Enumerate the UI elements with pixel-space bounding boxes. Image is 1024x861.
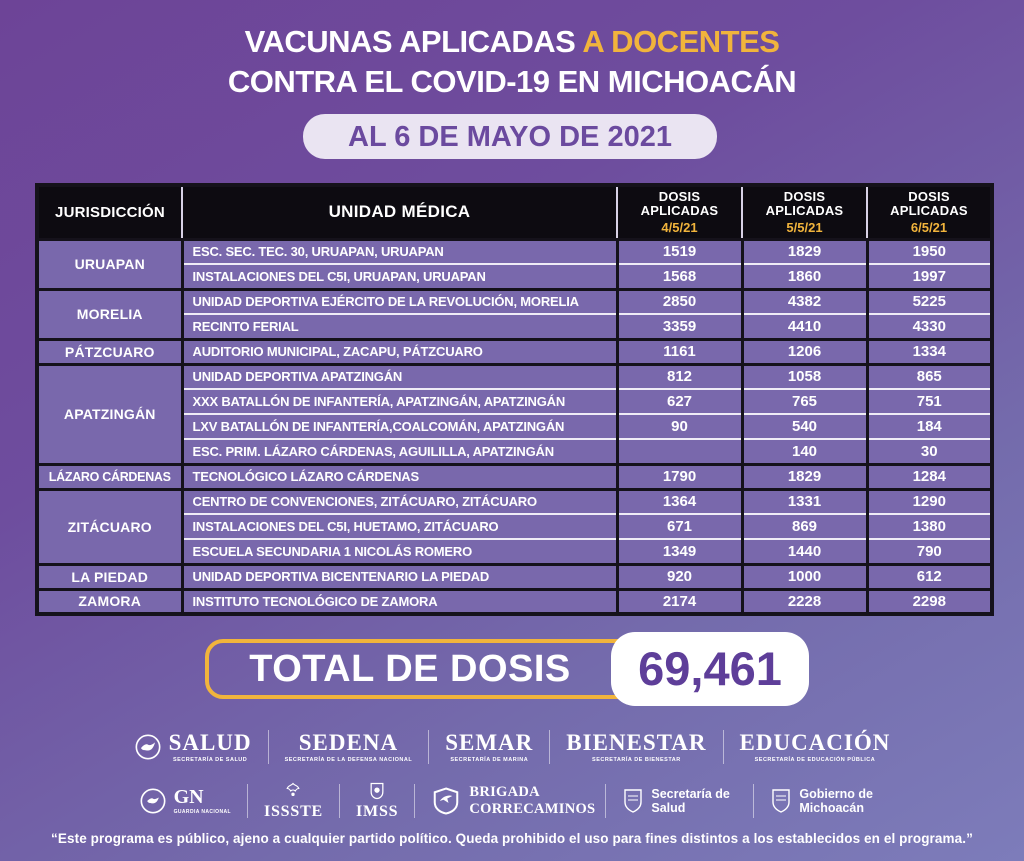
col-header-unidad-medica: UNIDAD MÉDICA bbox=[182, 185, 617, 239]
unit-cell: CENTRO DE CONVENCIONES, ZITÁCUARO, ZITÁCUARO bbox=[182, 489, 617, 514]
dose-cell: 790 bbox=[867, 539, 992, 564]
table-row bbox=[37, 564, 992, 589]
page-title-line2: CONTRA EL COVID-19 EN MICHOACÁN bbox=[227, 64, 797, 99]
dose-cell: 1161 bbox=[617, 339, 742, 364]
dose-cell: 1206 bbox=[742, 339, 867, 364]
jurisdiction-cell: MORELIA bbox=[37, 289, 182, 339]
table-header-row bbox=[37, 185, 992, 239]
dose-cell: 765 bbox=[742, 389, 867, 414]
dose-cell: 865 bbox=[867, 364, 992, 389]
table-row bbox=[37, 589, 992, 614]
logo-name: Secretaría de Salud bbox=[651, 786, 730, 815]
dose-cell: 90 bbox=[617, 414, 742, 439]
logo-imss bbox=[340, 781, 414, 821]
logo-name: EDUCACIÓN bbox=[739, 730, 891, 755]
gn-seal-icon bbox=[139, 787, 167, 815]
logo-semar bbox=[429, 731, 549, 763]
brigada-correcaminos-shield-icon bbox=[431, 786, 461, 816]
unit-cell: RECINTO FERIAL bbox=[182, 314, 617, 339]
logo-name: IMSS bbox=[356, 803, 399, 820]
dose-cell: 1290 bbox=[867, 489, 992, 514]
logo-issste bbox=[248, 781, 339, 821]
federal-logos-row bbox=[0, 722, 1024, 772]
logo-name: SALUD bbox=[168, 730, 252, 755]
dose-cell: 4330 bbox=[867, 314, 992, 339]
dose-date-3: 6/5/21 bbox=[910, 219, 948, 235]
logo-subtitle: SECRETARÍA DE BIENESTAR bbox=[592, 757, 681, 763]
logo-gn bbox=[123, 787, 247, 815]
unit-cell: INSTALACIONES DEL C5I, HUETAMO, ZITÁCUARO bbox=[182, 514, 617, 539]
jurisdiction-cell: PÁTZCUARO bbox=[37, 339, 182, 364]
dose-cell: 5225 bbox=[867, 289, 992, 314]
date-badge: AL 6 DE MAYO DE 2021 bbox=[303, 114, 717, 159]
logo-name: SEMAR bbox=[445, 730, 534, 755]
table-row bbox=[37, 489, 992, 514]
logo-subtitle: SECRETARÍA DE SALUD bbox=[172, 757, 248, 763]
dose-cell: 751 bbox=[867, 389, 992, 414]
logo-name: BIENESTAR bbox=[566, 730, 707, 755]
dose-cell: 627 bbox=[617, 389, 742, 414]
unit-cell: INSTALACIONES DEL C5I, URUAPAN, URUAPAN bbox=[182, 264, 617, 289]
dose-cell: 1829 bbox=[742, 464, 867, 489]
table-row bbox=[37, 464, 992, 489]
dose-cell: 812 bbox=[617, 364, 742, 389]
michoacan-crest-icon bbox=[770, 788, 792, 814]
dose-cell: 1380 bbox=[867, 514, 992, 539]
unit-cell: ESC. PRIM. LÁZARO CÁRDENAS, AGUILILLA, APATZINGÁN bbox=[182, 439, 617, 464]
logo-brigada-correcaminos bbox=[415, 784, 605, 817]
col-header-jurisdiccion: JURISDICCIÓN bbox=[37, 185, 182, 239]
dose-cell: 1284 bbox=[867, 464, 992, 489]
jurisdiction-cell: LA PIEDAD bbox=[37, 564, 182, 589]
table-row bbox=[37, 364, 992, 389]
logo-name: ISSSTE bbox=[263, 803, 324, 820]
col-header-dosis-2: DOSIS APLICADAS 5/5/21 bbox=[742, 185, 867, 239]
dose-cell: 920 bbox=[617, 564, 742, 589]
title-white: VACUNAS APLICADAS bbox=[244, 24, 576, 59]
dose-cell: 1331 bbox=[742, 489, 867, 514]
dose-cell: 2298 bbox=[867, 589, 992, 614]
jurisdiction-cell: APATZINGÁN bbox=[37, 364, 182, 464]
dose-cell: 184 bbox=[867, 414, 992, 439]
unit-cell: INSTITUTO TECNOLÓGICO DE ZAMORA bbox=[182, 589, 617, 614]
dose-date-1: 4/5/21 bbox=[661, 219, 698, 235]
dose-cell: 2850 bbox=[617, 289, 742, 314]
logo-subtitle: GUARDIA NACIONAL bbox=[173, 809, 231, 815]
jurisdiction-cell: ZITÁCUARO bbox=[37, 489, 182, 564]
dose-cell: 540 bbox=[742, 414, 867, 439]
unit-cell: ESCUELA SECUNDARIA 1 NICOLÁS ROMERO bbox=[182, 539, 617, 564]
table-row bbox=[37, 339, 992, 364]
dose-cell: 1519 bbox=[617, 239, 742, 264]
col-header-dosis-3: DOSIS APLICADAS 6/5/21 bbox=[867, 185, 992, 239]
logo-salud bbox=[118, 731, 268, 763]
unit-cell: TECNOLÓGICO LÁZARO CÁRDENAS bbox=[182, 464, 617, 489]
unit-cell: AUDITORIO MUNICIPAL, ZACAPU, PÁTZCUARO bbox=[182, 339, 617, 364]
title-accent: A DOCENTES bbox=[582, 24, 780, 59]
dose-cell: 140 bbox=[742, 439, 867, 464]
unit-cell: UNIDAD DEPORTIVA EJÉRCITO DE LA REVOLUCIÓN, MORELIA bbox=[182, 289, 617, 314]
total-section bbox=[205, 632, 809, 706]
dose-cell: 2174 bbox=[617, 589, 742, 614]
doses-table bbox=[35, 183, 994, 616]
dose-date-2: 5/5/21 bbox=[786, 219, 823, 235]
dose-cell: 1790 bbox=[617, 464, 742, 489]
dose-cell: 671 bbox=[617, 514, 742, 539]
unit-cell: ESC. SEC. TEC. 30, URUAPAN, URUAPAN bbox=[182, 239, 617, 264]
imss-eagle-icon bbox=[367, 781, 387, 801]
issste-emblem-icon bbox=[283, 781, 303, 801]
logo-name: GN bbox=[173, 786, 204, 808]
dose-cell bbox=[617, 439, 742, 464]
logo-secretaria-salud-michoacan bbox=[606, 787, 753, 816]
dose-cell: 2228 bbox=[742, 589, 867, 614]
logo-educacion bbox=[724, 731, 907, 763]
dose-cell: 869 bbox=[742, 514, 867, 539]
dose-cell: 3359 bbox=[617, 314, 742, 339]
jurisdiction-cell: LÁZARO CÁRDENAS bbox=[37, 464, 182, 489]
logo-subtitle: SECRETARÍA DE LA DEFENSA NACIONAL bbox=[284, 757, 413, 763]
dose-cell: 1860 bbox=[742, 264, 867, 289]
dose-cell: 1950 bbox=[867, 239, 992, 264]
logo-bienestar bbox=[550, 731, 722, 763]
total-value: 69,461 bbox=[611, 632, 809, 706]
dose-cell: 1334 bbox=[867, 339, 992, 364]
dose-cell: 1568 bbox=[617, 264, 742, 289]
dose-cell: 30 bbox=[867, 439, 992, 464]
dose-cell: 612 bbox=[867, 564, 992, 589]
unit-cell: XXX BATALLÓN DE INFANTERÍA, APATZINGÁN, APATZINGÁN bbox=[182, 389, 617, 414]
dose-cell: 1829 bbox=[742, 239, 867, 264]
logo-name: BRIGADA CORRECAMINOS bbox=[469, 784, 596, 817]
logo-name: SEDENA bbox=[298, 730, 399, 755]
table-row bbox=[37, 289, 992, 314]
michoacan-crest-icon bbox=[622, 788, 644, 814]
jurisdiction-cell: ZAMORA bbox=[37, 589, 182, 614]
dose-cell: 4382 bbox=[742, 289, 867, 314]
unit-cell: LXV BATALLÓN DE INFANTERÍA,COALCOMÁN, APATZINGÁN bbox=[182, 414, 617, 439]
dose-cell: 1440 bbox=[742, 539, 867, 564]
dose-cell: 1997 bbox=[867, 264, 992, 289]
dose-cell: 1000 bbox=[742, 564, 867, 589]
total-label: TOTAL DE DOSIS bbox=[249, 648, 571, 690]
col-header-dosis-1: DOSIS APLICADAS 4/5/21 bbox=[617, 185, 742, 239]
jurisdiction-cell: URUAPAN bbox=[37, 239, 182, 289]
table-row bbox=[37, 239, 992, 264]
program-disclaimer: “Este programa es público, ajeno a cualquier partido político. Queda prohibido el uso para fines distintos a los establecidos en el programa.” bbox=[51, 831, 973, 846]
logo-sedena bbox=[269, 731, 429, 763]
unit-cell: UNIDAD DEPORTIVA APATZINGÁN bbox=[182, 364, 617, 389]
logo-name: Gobierno de Michoacán bbox=[799, 786, 873, 815]
logo-subtitle: SECRETARÍA DE EDUCACIÓN PÚBLICA bbox=[754, 757, 876, 763]
dose-cell: 1058 bbox=[742, 364, 867, 389]
unit-cell: UNIDAD DEPORTIVA BICENTENARIO LA PIEDAD bbox=[182, 564, 617, 589]
logo-subtitle: SECRETARÍA DE MARINA bbox=[450, 757, 529, 763]
page-title-line1 bbox=[0, 24, 1024, 60]
dose-cell: 1364 bbox=[617, 489, 742, 514]
institution-logos-row bbox=[0, 776, 1024, 826]
logo-gobierno-michoacan bbox=[754, 787, 901, 816]
dose-cell: 4410 bbox=[742, 314, 867, 339]
dose-cell: 1349 bbox=[617, 539, 742, 564]
salud-eagle-seal-icon bbox=[134, 733, 162, 761]
